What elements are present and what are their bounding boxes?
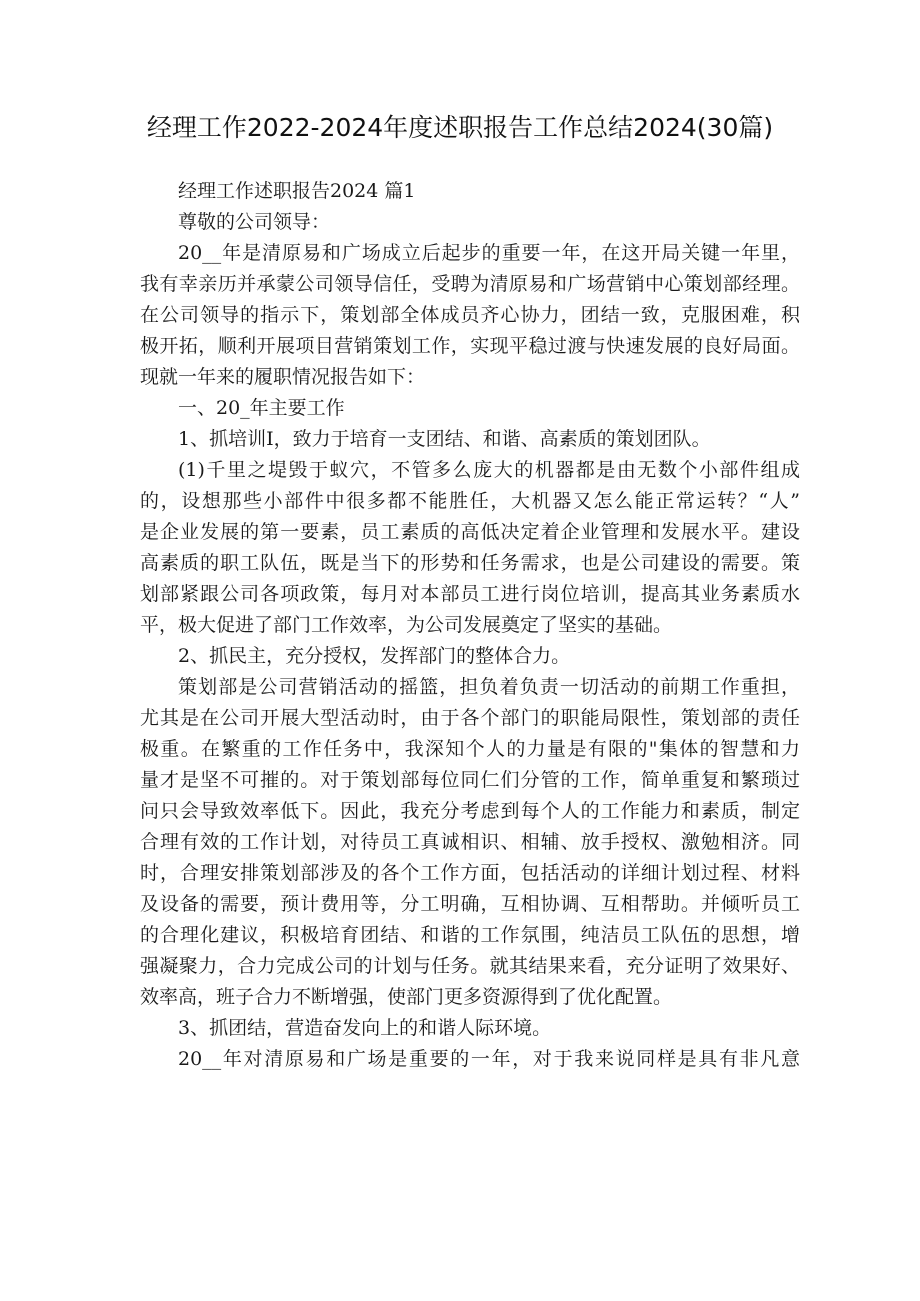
document-body	[140, 176, 800, 1075]
body-line: 2、抓民主，充分授权，发挥部门的整体合力。	[178, 645, 571, 667]
body-line: 的，设想那些小部件中很多都不能胜任，大机器又怎么能正常运转？“人”	[140, 490, 800, 512]
body-line: 现就一年来的履职情况报告如下：	[140, 366, 426, 388]
body-line: 在公司领导的指示下，策划部全体成员齐心协力，团结一致，克服困难，积	[140, 304, 800, 326]
body-line: 划部紧跟公司各项政策，每月对本部员工进行岗位培训，提高其业务素质水	[140, 583, 800, 605]
body-line: 极开拓，顺利开展项目营销策划工作，实现平稳过渡与快速发展的良好局面。	[140, 335, 800, 357]
body-line: 策划部是公司营销活动的摇篮，担负着负责一切活动的前期工作重担，	[178, 676, 800, 698]
body-line: 一、20_年主要工作	[178, 397, 345, 419]
body-line: (1)千里之堤毁于蚁穴，不管多么庞大的机器都是由无数个小部件组成	[178, 459, 800, 481]
body-line: 及设备的需要，预计费用等，分工明确，互相协调、互相帮助。并倾听员工	[140, 893, 800, 915]
body-line: 1、抓培训I，致力于培育一支团结、和谐、高素质的策划团队。	[178, 428, 711, 450]
body-line: 合理有效的工作计划，对待员工真诚相识、相辅、放手授权、激勉相济。同	[140, 831, 800, 853]
body-line: 经理工作述职报告2024 篇1	[178, 180, 416, 202]
body-line: 的合理化建议，积极培育团结、和谐的工作氛围，纯洁员工队伍的思想，增	[140, 924, 800, 946]
body-line: 量才是坚不可摧的。对于策划部每位同仁们分管的工作，简单重复和繁琐过	[140, 769, 800, 791]
body-line: 20__年是清原易和广场成立后起步的重要一年，在这开局关键一年里，	[178, 242, 800, 264]
body-line: 尤其是在公司开展大型活动时，由于各个部门的职能局限性，策划部的责任	[140, 707, 800, 729]
body-line: 极重。在繁重的工作任务中，我深知个人的力量是有限的"集体的智慧和力	[140, 738, 800, 760]
body-line: 问只会导致效率低下。因此，我充分考虑到每个人的工作能力和素质，制定	[140, 800, 800, 822]
body-line: 我有幸亲历并承蒙公司领导信任，受聘为清原易和广场营销中心策划部经理。	[140, 273, 800, 295]
body-line: 3、抓团结，营造奋发向上的和谐人际环境。	[178, 1017, 552, 1039]
body-line: 效率高，班子合力不断增强，使部门更多资源得到了优化配置。	[140, 986, 673, 1008]
body-line: 是企业发展的第一要素，员工素质的高低决定着企业管理和发展水平。建设	[140, 521, 800, 543]
body-line: 时，合理安排策划部涉及的各个工作方面，包括活动的详细计划过程、材料	[140, 862, 800, 884]
body-line: 高素质的职工队伍，既是当下的形势和任务需求，也是公司建设的需要。策	[140, 552, 800, 574]
body-line: 强凝聚力，合力完成公司的计划与任务。就其结果来看，充分证明了效果好、	[140, 955, 800, 977]
body-line: 20__年对清原易和广场是重要的一年，对于我来说同样是具有非凡意	[178, 1048, 800, 1070]
body-line: 平，极大促进了部门工作效率，为公司发展奠定了坚实的基础。	[140, 614, 673, 636]
document-title: 经理工作2022-2024年度述职报告工作总结2024(30篇)	[146, 113, 774, 142]
body-line: 尊敬的公司领导：	[178, 211, 331, 233]
